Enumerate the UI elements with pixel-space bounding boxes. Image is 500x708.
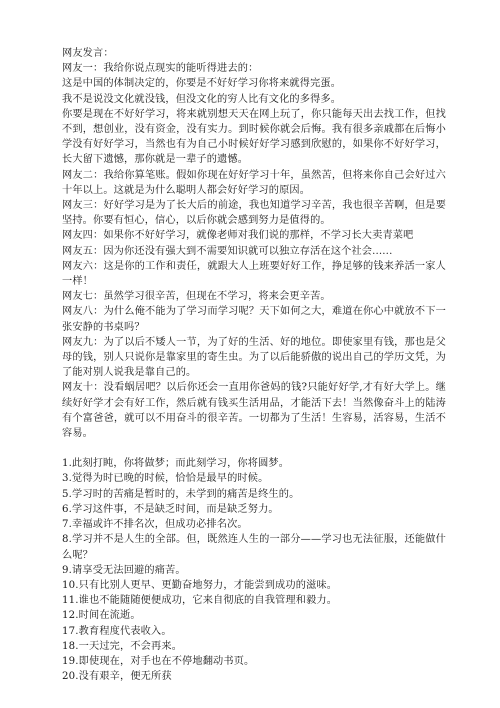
comments-section: [62, 61, 446, 441]
quote-item: 7.幸福或许不排名次，但成功必排名次。: [62, 519, 248, 531]
comment-paragraph: 网友五：因为你还没有强大到不需要知识就可以独立存活在这个社会......: [62, 245, 393, 257]
quote-item: 12.时间在流逝。: [62, 610, 141, 622]
quote-item: 6.学习这件事，不是缺乏时间，而是缺乏努力。: [62, 503, 279, 515]
comment-paragraph: 网友四：如果你不好好学习，就像老师对我们说的那样，不学习长大卖青菜吧: [62, 230, 414, 242]
quote-item: 17.教育程度代表收入。: [62, 625, 172, 637]
comment-paragraph: 这是中国的体制决定的，你要是不好好学习你将来就得完蛋。: [62, 78, 342, 90]
quote-item: 19.即使现在，对手也在不停地翻动书页。: [62, 655, 255, 667]
comment-paragraph: 网友七：虽然学习很辛苦，但现在不学习，将来会更辛苦。: [62, 291, 331, 303]
quote-item: 1.此刻打盹，你将做梦；而此刻学习，你将圆梦。: [62, 458, 290, 470]
comment-paragraph: 网友三：好好学习是为了长大后的前途，我也知道学习辛苦，我也很辛苦啊，但是要坚持。你要有恒心，信心，以后你就会感到努力是值得的。: [62, 200, 446, 227]
comment-paragraph: 你要是现在不好好学习，将来就别想天天在网上玩了，你只能每天出去找工作，但找不到，想创业，没有资金，没有实力。到时候你就会后悔。我有很多亲戚都在后悔小学没有好好学习，当然也有为自己小时候好好学习感到欣慰的，如果你不好好学习，长大留下遗憾，那你就是一辈子的遗憾。: [62, 108, 446, 166]
comment-paragraph: 网友二：我给你算笔账。假如你现在好好学习十年，虽然苦，但将来你自己会好过六十年以上。这就是为什么聪明人都会好好学习的原因。: [62, 169, 446, 196]
document-page: [62, 46, 446, 684]
quote-item: 5.学习时的苦痛是暂时的，未学到的痛苦是终生的。: [62, 488, 300, 500]
comment-paragraph: 网友十：没看蜗居吧？以后你还会一直用你爸妈的钱?只能好好学,才有好大学上。继续好好学才会有好工作，然后就有钱买生活用品，才能活下去！当然像奋斗上的陆涛有个富爸爸，就可以不用奋斗的很辛苦。一切都为了生活！生容易，活容易，生活不容易。: [62, 382, 446, 440]
comment-paragraph: 网友六：这是你的工作和责任，就跟大人上班要好好工作，挣足够的钱来养活一家人一样！: [62, 260, 446, 288]
comment-paragraph: 网友八：为什么俺不能为了学习而学习呢？天下如何之大，难道在你心中就放不下一张安静的书桌吗？: [62, 306, 446, 333]
quote-item: 18.一天过完，不会再来。: [62, 640, 183, 652]
quote-item: 20.没有艰辛，便无所获: [62, 671, 172, 683]
quote-item: 8.学习并不是人生的全部。但，既然连人生的一部分——学习也无法征服，还能做什么呢？: [62, 534, 446, 561]
quote-item: 10.只有比别人更早、更勤奋地努力，才能尝到成功的滋味。: [62, 579, 338, 591]
quote-item: 3.觉得为时已晚的时候，恰恰是最早的时候。: [62, 473, 269, 485]
comment-paragraph: 网友九：为了以后不矮人一节，为了好的生活、好的地位。即使家里有钱，那也是父母的钱，别人只说你是靠家里的寄生虫。为了以后能骄傲的说出自己的学历文凭，为了能对别人说我是靠自己的。: [62, 336, 446, 379]
quote-item: 11.谁也不能随随便便成功，它来自彻底的自我管理和毅力。: [62, 595, 338, 607]
section-spacer: [62, 441, 446, 456]
document-heading: 网友发言：: [62, 48, 114, 59]
quotes-list: [62, 456, 446, 684]
comment-paragraph: 网友一：我给你说点现实的能听得进去的：: [62, 63, 259, 75]
quote-item: 9.请享受无法回避的痛苦。: [62, 564, 186, 576]
comment-paragraph: 我不是说没文化就没钱，但没文化的穷人比有文化的多得多。: [62, 93, 342, 105]
